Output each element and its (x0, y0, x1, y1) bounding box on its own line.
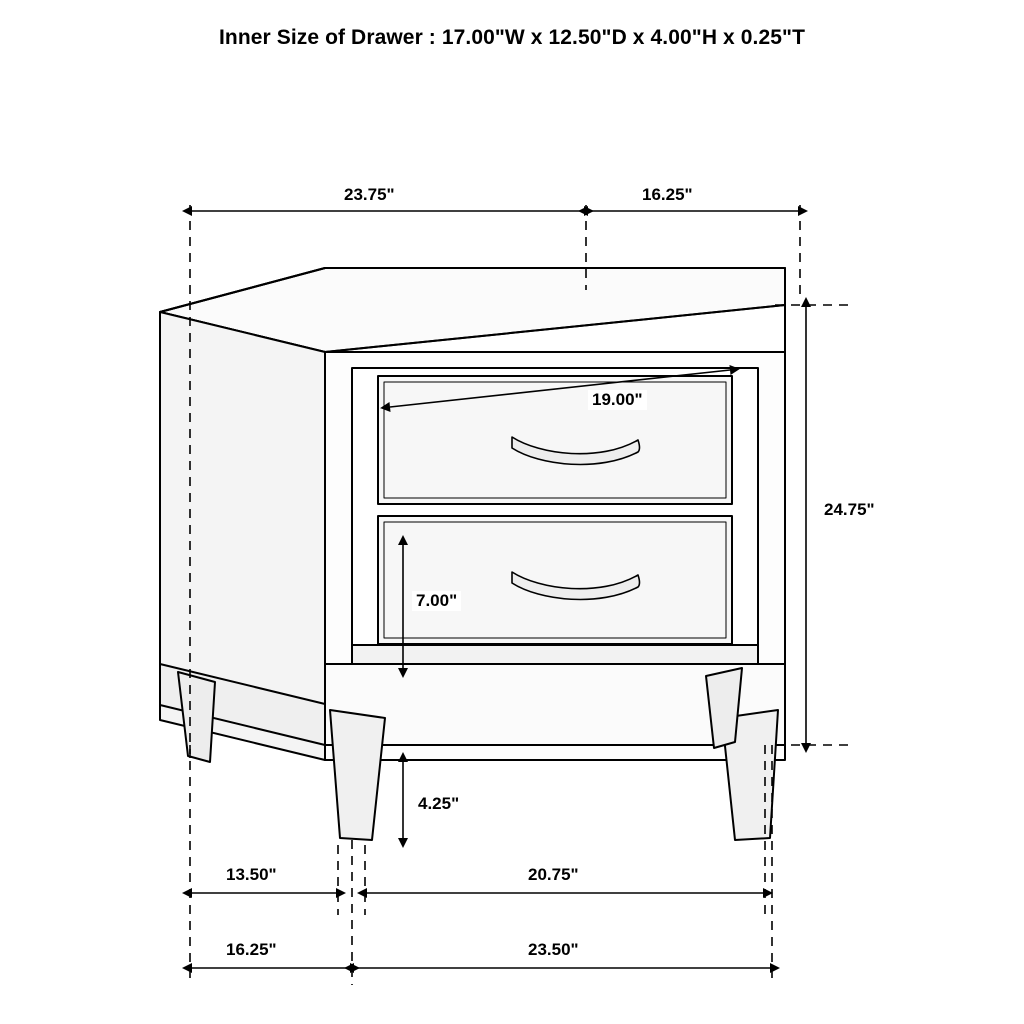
leg-back-left (178, 672, 215, 762)
nightstand-illustration (160, 268, 785, 840)
page-title: Inner Size of Drawer : 17.00"W x 12.50"D x 4.00"H x 0.25"T (218, 26, 806, 49)
drawer-bottom (378, 516, 732, 644)
dim-label-top-right-depth: 16.25" (638, 185, 697, 205)
dim-label-bottom-right-width: 20.75" (524, 865, 583, 885)
dim-label-drawer-height: 7.00" (412, 591, 461, 611)
dim-label-drawer-inner-width: 19.00" (588, 390, 647, 410)
cabinet-lower-rail (352, 645, 758, 665)
dim-label-top-left-width: 23.75" (340, 185, 399, 205)
dim-label-bottom-left-depth: 13.50" (222, 865, 281, 885)
leg-front-left (330, 710, 385, 840)
dim-label-leg-height: 4.25" (414, 794, 463, 814)
dim-label-base-right-width: 23.50" (524, 940, 583, 960)
drawer-top (378, 376, 732, 504)
dim-label-overall-height: 24.75" (820, 500, 879, 520)
dim-label-base-left-depth: 16.25" (222, 940, 281, 960)
